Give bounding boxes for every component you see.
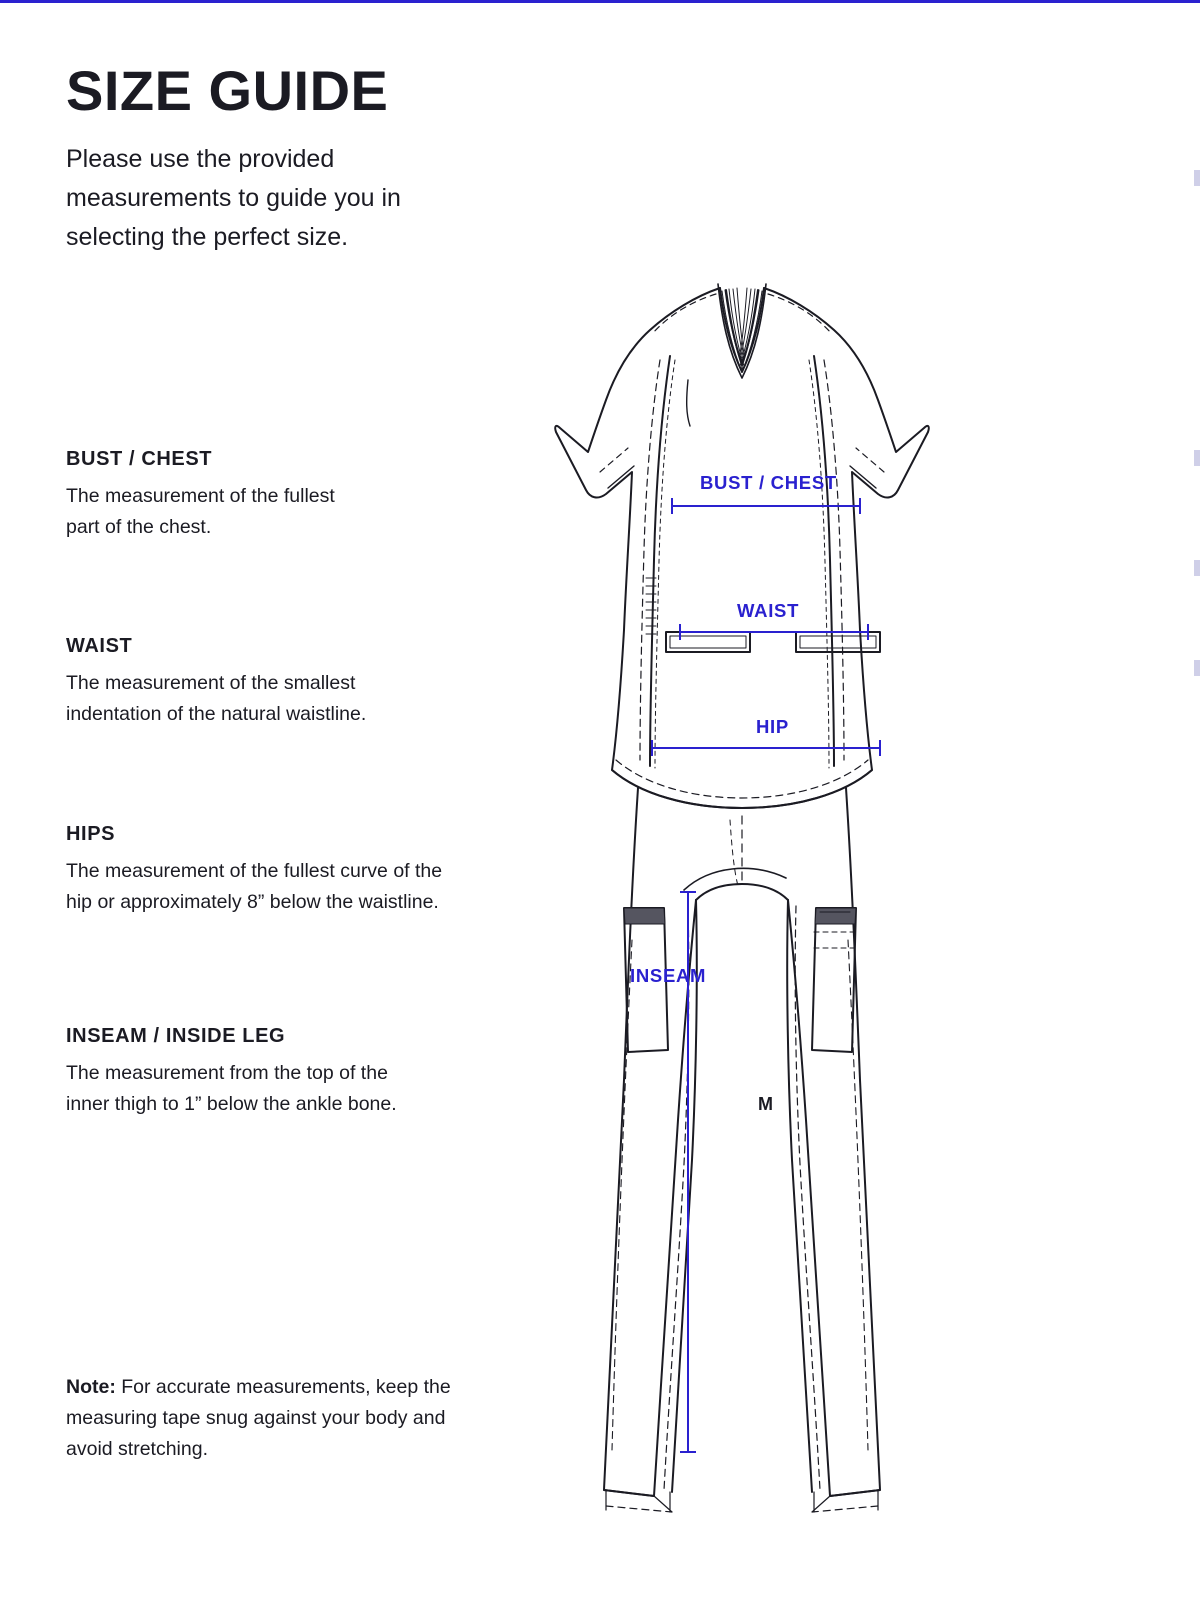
definition-hips [66,823,486,918]
callout-hip: HIP [756,716,789,737]
definition-inseam [66,1025,486,1120]
edge-mark [1194,170,1200,186]
note-block [66,1372,466,1465]
definition-waist [66,635,486,730]
top-accent-rule [0,0,1200,3]
definition-term: WAIST [66,635,133,657]
note-label: Note: [66,1376,116,1398]
definition-description: The measurement of the smallest indentation of the natural waistline. [66,672,367,725]
garment-illustration [520,260,1060,1540]
intro-section [66,60,526,257]
edge-mark [1194,660,1200,676]
page-title: SIZE GUIDE [66,59,389,122]
definition-bust-chest [66,448,486,543]
definition-description: The measurement from the top of the inner thigh to 1” below the ankle bone. [66,1062,397,1115]
definition-term: HIPS [66,823,116,845]
intro-text: Please use the provided measurements to guide you in selecting the perfect size. [66,145,401,251]
definition-term: INSEAM / INSIDE LEG [66,1025,286,1047]
edge-mark [1194,450,1200,466]
edge-mark [1194,560,1200,576]
note-text: For accurate measurements, keep the measuring tape snug against your body and avoid stretching. [66,1376,451,1460]
callout-bust-chest: BUST / CHEST [700,472,837,493]
definition-term: BUST / CHEST [66,448,213,470]
callout-waist: WAIST [737,600,800,621]
definition-description: The measurement of the fullest part of the chest. [66,485,335,538]
callout-inseam: INSEAM [630,965,707,986]
definition-description: The measurement of the fullest curve of the hip or approximately 8” below the waistline. [66,860,443,913]
size-marker: M [758,1094,773,1114]
